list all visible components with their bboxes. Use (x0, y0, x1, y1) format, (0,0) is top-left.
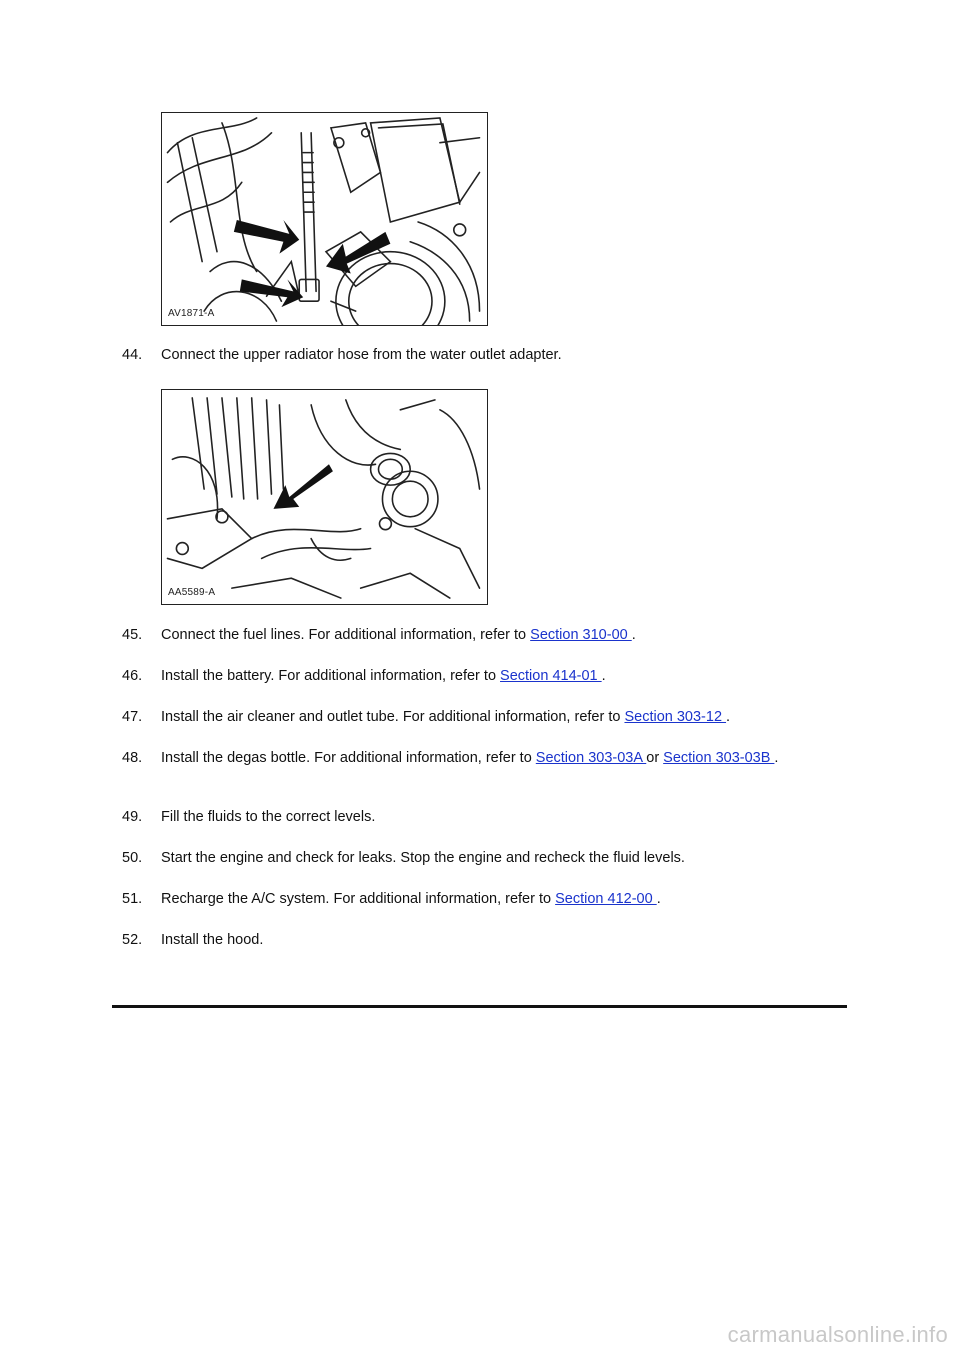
step-number: 46. (122, 668, 143, 684)
step-text-part: . (631, 627, 636, 643)
step-number: 47. (122, 709, 143, 725)
step-51 (122, 890, 842, 909)
step-text (161, 667, 842, 686)
figure-aa5589-illustration (162, 390, 487, 604)
step-text-part: Recharge the A/C system. For additional information, refer to (161, 891, 556, 907)
step-text-part: or (646, 750, 664, 766)
step-number: 45. (122, 627, 143, 643)
step-text-part: Fill the fluids to the correct levels. (161, 809, 376, 825)
step-text (161, 708, 842, 727)
step-52 (122, 931, 842, 950)
step-number: 44. (122, 347, 143, 363)
figure-aa5589 (161, 389, 488, 605)
step-text (161, 890, 842, 909)
section-divider (112, 1005, 847, 1008)
section-310-00-link[interactable]: Section 310-00 (530, 627, 632, 643)
step-46 (122, 667, 842, 686)
step-text (161, 849, 842, 868)
step-number: 50. (122, 850, 143, 866)
step-number: 52. (122, 932, 143, 948)
step-text-part: Install the hood. (161, 932, 264, 948)
step-45 (122, 626, 842, 645)
section-303-03a-link[interactable]: Section 303-03A (535, 750, 647, 766)
step-text-part: Install the degas bottle. For additional information, refer to (161, 750, 536, 766)
step-48 (122, 749, 812, 768)
step-text (161, 931, 842, 950)
watermark: carmanualsonline.info (727, 1322, 948, 1347)
figure-av1871 (161, 112, 488, 326)
section-414-01-link[interactable]: Section 414-01 (500, 668, 602, 684)
step-number: 48. (122, 750, 143, 766)
figure-code-label: AV1871-A (168, 308, 215, 319)
step-47 (122, 708, 842, 727)
step-text-part: . (601, 668, 606, 684)
step-49 (122, 808, 842, 827)
step-text-part: . (656, 891, 661, 907)
section-303-12-link[interactable]: Section 303-12 (624, 709, 727, 725)
step-text-part: Install the air cleaner and outlet tube. For additional information, refer to (161, 709, 625, 725)
step-50 (122, 849, 842, 868)
section-303-03b-link[interactable]: Section 303-03B (663, 750, 775, 766)
step-text-part: . (774, 750, 779, 766)
step-text (161, 749, 812, 768)
step-text (161, 626, 842, 645)
step-text-part: Install the battery. For additional information, refer to (161, 668, 501, 684)
step-text-part: Connect the upper radiator hose from the water outlet adapter. (161, 347, 562, 363)
step-text (161, 346, 842, 365)
section-412-00-link[interactable]: Section 412-00 (555, 891, 657, 907)
figure-code-label: AA5589-A (168, 587, 216, 598)
step-text-part: . (726, 709, 731, 725)
step-text-part: Start the engine and check for leaks. Stop the engine and recheck the fluid levels. (161, 850, 685, 866)
step-number: 49. (122, 809, 143, 825)
step-number: 51. (122, 891, 143, 907)
figure-av1871-illustration (162, 113, 487, 325)
step-text-part: Connect the fuel lines. For additional information, refer to (161, 627, 531, 643)
step-text (161, 808, 842, 827)
step-44 (122, 346, 842, 365)
